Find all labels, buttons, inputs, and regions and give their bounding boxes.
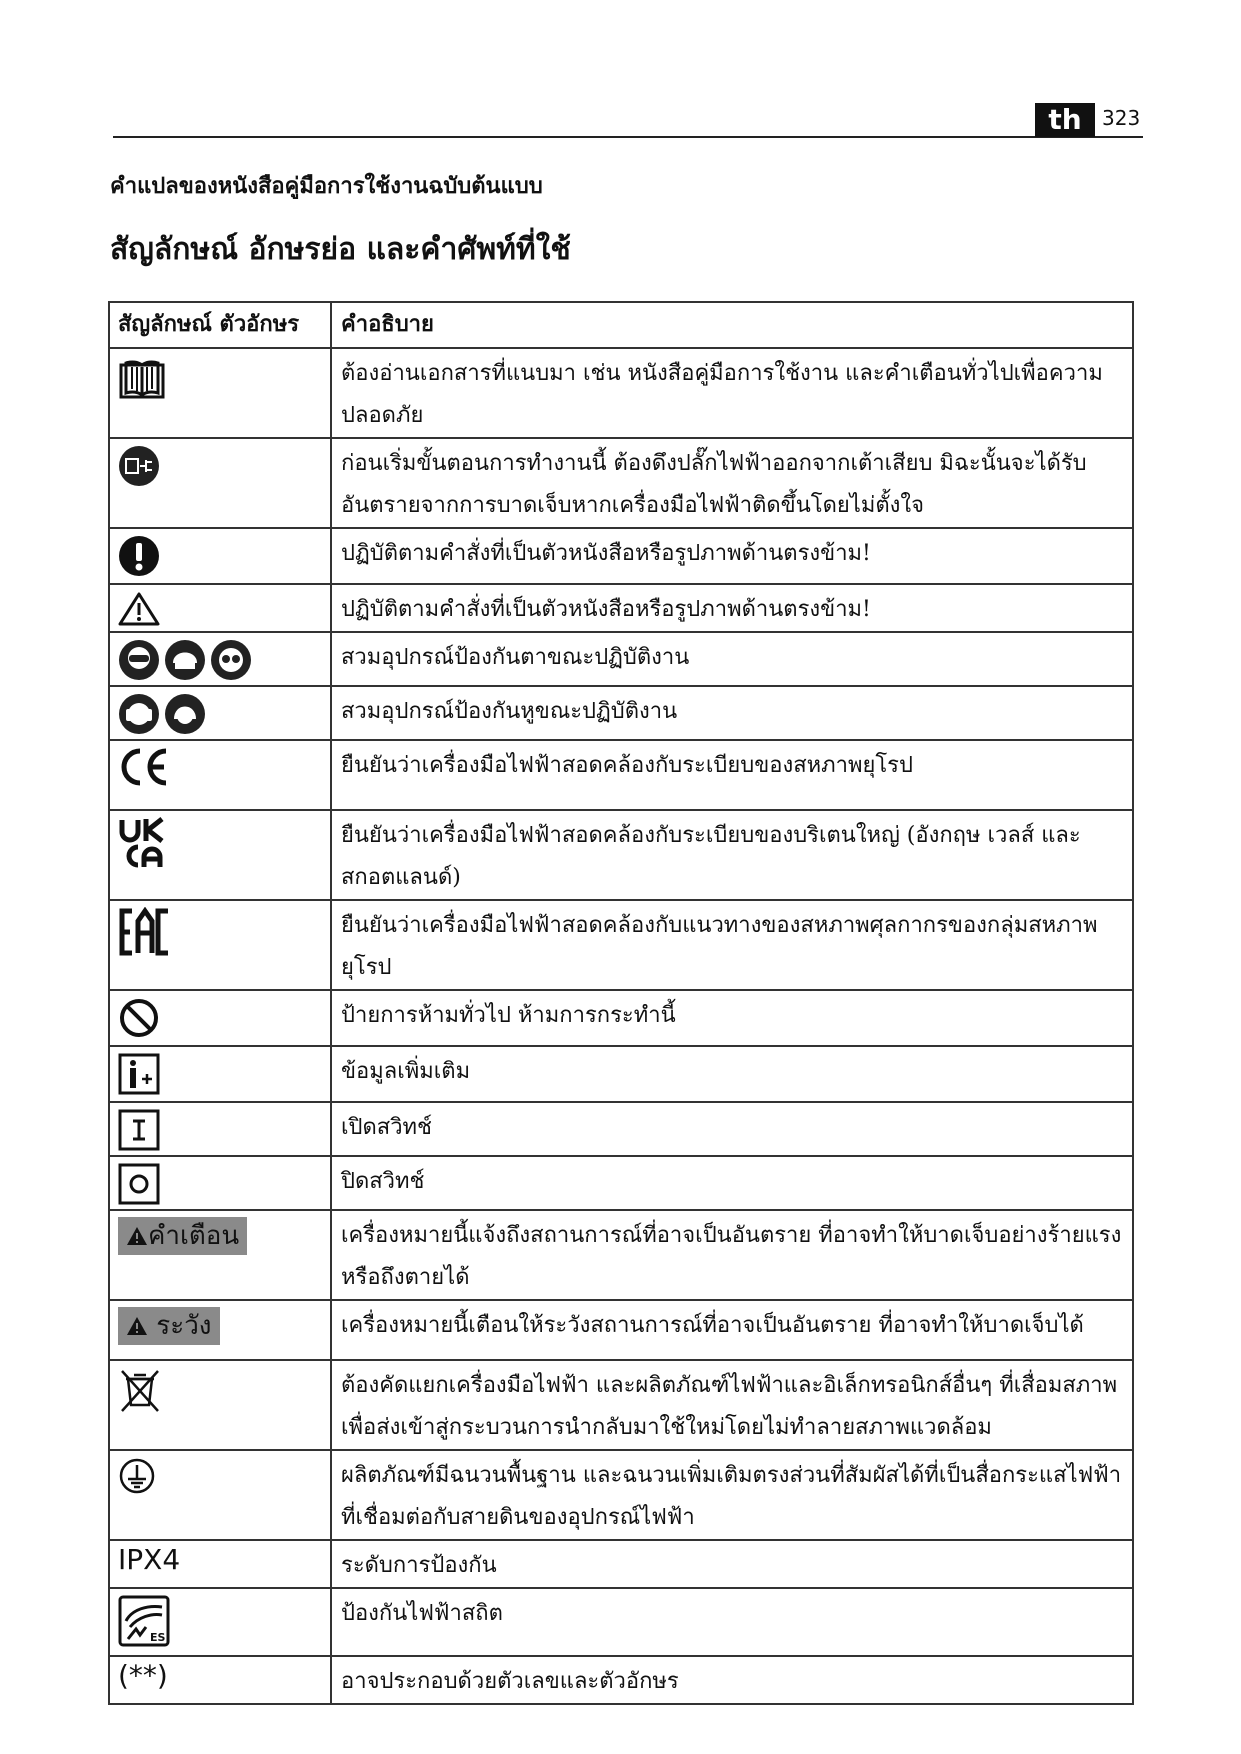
description-cell: ป้องกันไฟฟ้าสถิต (331, 1588, 1133, 1656)
page-title: สัญลักษณ์ อักษรย่อ และคำศัพท์ที่ใช้ (110, 232, 571, 267)
caution-badge-label: ระวัง (156, 1311, 212, 1341)
weee-bin-icon (118, 1367, 322, 1417)
description-cell: เปิดสวิทช์ (331, 1102, 1133, 1156)
switch-on-icon (118, 1109, 322, 1155)
description-cell: ปิดสวิทช์ (331, 1156, 1133, 1210)
table-row (109, 1540, 1133, 1588)
column-header-symbol: สัญลักษณ์ ตัวอักษร (118, 311, 300, 337)
table-row (109, 1156, 1133, 1210)
description-cell: ยืนยันว่าเครื่องมือไฟฟ้าสอดคล้องกับแนวทางของสหภาพศุลกากรของกลุ่มสหภาพยุโรป (331, 900, 1133, 990)
table-row (109, 810, 1133, 900)
description-cell: ต้องอ่านเอกสารที่แนบมา เช่น หนังสือคู่มือการใช้งาน และคำเตือนทั่วไปเพื่อความปลอดภัย (331, 348, 1133, 438)
ipx4-label: IPX4 (118, 1543, 181, 1576)
ce-mark-icon (118, 747, 322, 791)
table-row (109, 1046, 1133, 1102)
language-tag: th (1035, 103, 1095, 137)
description-cell: ผลิตภัณฑ์มีฉนวนพื้นฐาน และฉนวนเพิ่มเติมตรงส่วนที่สัมผัสได้ที่เป็นสื่อกระแสไฟฟ้าที่เชื่อมต่อกับสายดินของอุปกรณ์ไฟฟ้า (331, 1450, 1133, 1540)
ear-protection-icon (118, 693, 322, 735)
description-cell: อาจประกอบด้วยตัวเลขและตัวอักษร (331, 1656, 1133, 1704)
switch-off-icon (118, 1163, 322, 1209)
warning-triangle-icon (118, 591, 322, 631)
table-row (109, 990, 1133, 1046)
description-cell: ป้ายการห้ามทั่วไป ห้ามการกระทำนี้ (331, 990, 1133, 1046)
description-cell: ต้องคัดแยกเครื่องมือไฟฟ้า และผลิตภัณฑ์ไฟฟ้าและอิเล็กทรอนิกส์อื่นๆ ที่เสื่อมสภาพ เพื่อส่งเข้าสู่กระบวนการนำกลับมาใช้ใหม่โดยไม่ทำลายสภาพแวดล้อม (331, 1360, 1133, 1450)
column-header-description: คำอธิบาย (341, 311, 434, 337)
table-row (109, 740, 1133, 810)
document-subtitle: คำแปลของหนังสือคู่มือการใช้งานฉบับต้นแบบ (110, 173, 543, 199)
page-number: 323 (1102, 106, 1141, 130)
table-row (109, 900, 1133, 990)
table-row (109, 1102, 1133, 1156)
mandatory-icon (118, 535, 322, 581)
svg-text:ES: ES (150, 1631, 166, 1644)
symbols-table (108, 301, 1134, 1705)
asterisk-label: (**) (118, 1659, 168, 1692)
table-header-row (109, 302, 1133, 348)
description-cell: ยืนยันว่าเครื่องมือไฟฟ้าสอดคล้องกับระเบียบของสหภาพยุโรป (331, 740, 1133, 810)
header-rule (113, 136, 1143, 138)
description-cell: สวมอุปกรณ์ป้องกันหูขณะปฏิบัติงาน (331, 686, 1133, 740)
esd-protection-icon (118, 1595, 322, 1651)
table-row (109, 1656, 1133, 1704)
description-cell: ปฏิบัติตามคำสั่งที่เป็นตัวหนังสือหรือรูปภาพด้านตรงข้าม! (331, 584, 1133, 632)
table-row (109, 1450, 1133, 1540)
unplug-icon (118, 445, 322, 491)
caution-badge-icon (118, 1307, 220, 1345)
info-icon (118, 1053, 322, 1099)
table-row (109, 528, 1133, 584)
description-cell: เครื่องหมายนี้แจ้งถึงสถานการณ์ที่อาจเป็นอันตราย ที่อาจทำให้บาดเจ็บอย่างร้ายแรงหรือถึงตายได้ (331, 1210, 1133, 1300)
table-row (109, 1300, 1133, 1360)
manual-book-icon (118, 355, 322, 405)
description-cell: ยืนยันว่าเครื่องมือไฟฟ้าสอดคล้องกับระเบียบของบริเตนใหญ่ (อังกฤษ เวลส์ และสกอตแลนด์) (331, 810, 1133, 900)
table-row (109, 1210, 1133, 1300)
table-row (109, 438, 1133, 528)
table-row (109, 686, 1133, 740)
description-cell: ปฏิบัติตามคำสั่งที่เป็นตัวหนังสือหรือรูปภาพด้านตรงข้าม! (331, 528, 1133, 584)
prohibition-icon (118, 997, 322, 1043)
eac-mark-icon (118, 907, 322, 961)
protective-earth-icon (118, 1457, 322, 1499)
table-row (109, 1588, 1133, 1656)
table-row (109, 584, 1133, 632)
table-row (109, 348, 1133, 438)
eye-protection-icon (118, 639, 322, 681)
description-cell: สวมอุปกรณ์ป้องกันตาขณะปฏิบัติงาน (331, 632, 1133, 686)
warning-badge-label: คำเตือน (148, 1221, 240, 1251)
description-cell: เครื่องหมายนี้เตือนให้ระวังสถานการณ์ที่อาจเป็นอันตราย ที่อาจทำให้บาดเจ็บได้ (331, 1300, 1133, 1360)
description-cell: ก่อนเริ่มขั้นตอนการทำงานนี้ ต้องดึงปลั๊กไฟฟ้าออกจากเต้าเสียบ มิฉะนั้นจะได้รับอันตรายจากการบาดเจ็บหากเครื่องมือไฟฟ้าติดขึ้นโดยไม่ตั้งใจ (331, 438, 1133, 528)
description-cell: ระดับการป้องกัน (331, 1540, 1133, 1588)
description-cell: ข้อมูลเพิ่มเติม (331, 1046, 1133, 1102)
warning-badge-icon (118, 1217, 247, 1255)
ukca-mark-icon (118, 817, 322, 873)
table-row (109, 1360, 1133, 1450)
table-row (109, 632, 1133, 686)
